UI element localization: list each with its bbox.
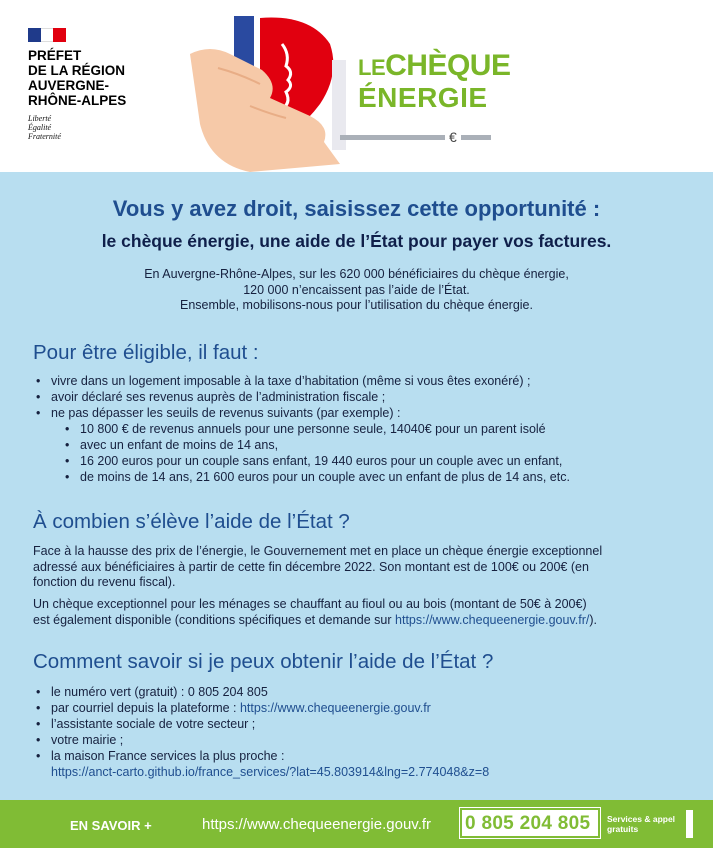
platform-link[interactable]: https://www.chequeenergie.gouv.fr [239, 701, 431, 715]
footer-accent-bar [686, 810, 693, 838]
prefet-title: PRÉFET DE LA RÉGION AUVERGNE- RHÔNE-ALPES [28, 48, 127, 108]
list-item: • votre mairie ; [36, 732, 489, 748]
en-savoir-plus-label: EN SAVOIR + [70, 818, 152, 833]
hand-marianne-illustration [190, 14, 350, 172]
list-item: • ne pas dépasser les seuils de revenus suivants (par exemple) : [36, 405, 530, 421]
intro-text: En Auvergne-Rhône-Alpes, sur les 620 000 bénéficiaires du chèque énergie, 120 000 n’encaissent pas l’aide de l’État. Ensemble, mobilisons-nous pour l’utilisation du chèque énergie. [144, 267, 569, 312]
marianne-flag-icon [28, 28, 66, 42]
cheque-energie-link[interactable]: https://www.chequeenergie.gouv.fr/ [395, 612, 590, 627]
list-item: • la maison France services la plus proche : https://anct-carto.github.io/france_services/?lat=45.803914&lng=2.774048&z=8 [36, 748, 489, 780]
amount-heading: À combien s’élève l’aide de l’État ? [33, 510, 350, 533]
list-item: • le numéro vert (gratuit) : 0 805 204 805 [36, 684, 489, 700]
footer-url-link[interactable]: https://www.chequeenergie.gouv.fr [202, 816, 432, 833]
howto-list [36, 684, 489, 780]
list-item: • de moins de 14 ans, 21 600 euros pour un couple avec un enfant de plus de 14 ans, etc. [65, 469, 570, 485]
france-services-link[interactable]: https://anct-carto.github.io/france_services/?lat=45.803914&lng=2.774048&z=8 [51, 765, 490, 779]
howto-heading: Comment savoir si je peux obtenir l’aide de l’État ? [33, 650, 494, 673]
list-item: • 10 800 € de revenus annuels pour une personne seule, 14040€ pour un parent isolé [65, 421, 570, 437]
services-note: Services & appel gratuits [607, 814, 676, 834]
eligibility-heading: Pour être éligible, il faut : [33, 341, 259, 364]
income-thresholds-list [65, 421, 570, 485]
list-item: • par courriel depuis la plateforme : https://www.chequeenergie.gouv.fr [36, 700, 489, 716]
logo-euro-bar [340, 128, 498, 146]
devise: Liberté Égalité Fraternité [28, 114, 61, 141]
green-number[interactable]: 0 805 204 805 [465, 813, 591, 834]
list-item: • avoir déclaré ses revenus auprès de l’administration fiscale ; [36, 389, 530, 405]
amount-paragraph-1: Face à la hausse des prix de l’énergie, le Gouvernement met en place un chèque énergie exceptionnel adressé aux bénéficiaires à partir de cette fin décembre 2022. Son montant est de 100€ ou 200€ (en fonction du revenu fiscal). [33, 544, 603, 589]
amount-paragraph-2: Un chèque exceptionnel pour les ménages se chauffant au fioul ou au bois (montant de 50€ à 200€) est également disponible (conditions spécifiques et demande sur https://www.chequeenergie.gouv.fr/). [33, 597, 597, 627]
euro-symbol: € [449, 129, 457, 145]
main-subtitle: le chèque énergie, une aide de l’État pour payer vos factures. [101, 231, 612, 251]
list-item: • 16 200 euros pour un couple sans enfant, 19 440 euros pour un couple avec un enfant, [65, 453, 570, 469]
eligibility-list [36, 373, 530, 421]
list-item: • avec un enfant de moins de 14 ans, [65, 437, 570, 453]
list-item: • vivre dans un logement imposable à la taxe d’habitation (même si vous êtes exonéré) ; [36, 373, 530, 389]
cheque-energie-logo: LECHÈQUE ÉNERGIE [358, 49, 511, 113]
main-title: Vous y avez droit, saisissez cette opportunité : [112, 196, 601, 221]
list-item: • l’assistante sociale de votre secteur ; [36, 716, 489, 732]
